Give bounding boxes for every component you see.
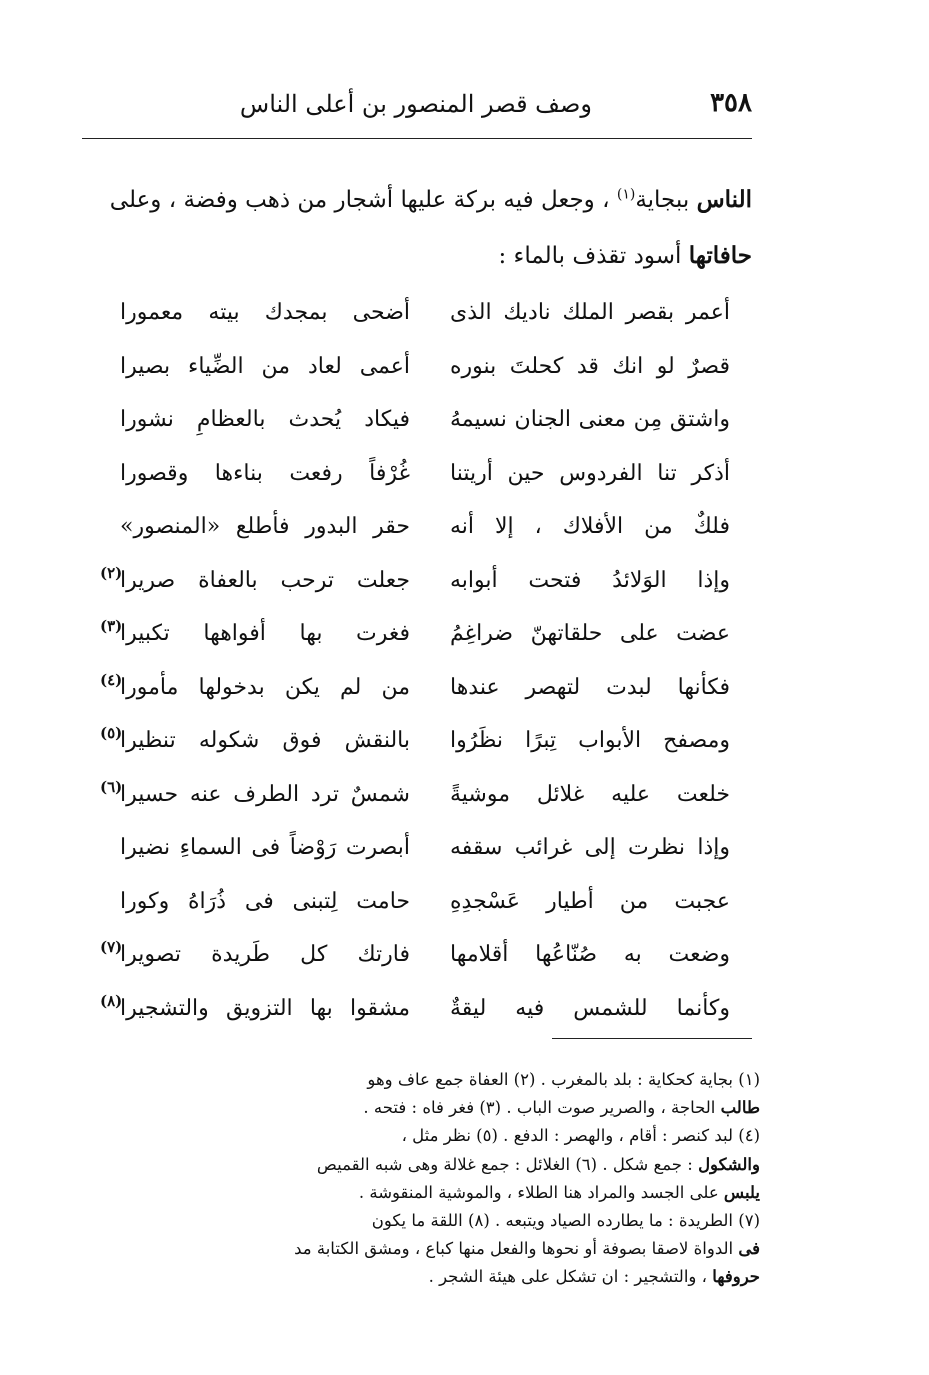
- footnote-marker: (٤): [100, 670, 123, 689]
- verse: [100, 827, 740, 881]
- verse: [100, 506, 740, 560]
- footnote-marker: (٨): [100, 991, 123, 1010]
- verse: [100, 346, 740, 400]
- verse: [100, 881, 740, 935]
- footnote-bold-word: حروفها: [712, 1267, 760, 1287]
- footnote-line: [100, 1207, 760, 1235]
- verse-first-hemistich: وضعت به صُنّاعُها أقلامها: [450, 942, 730, 967]
- intro-text: ببجاية: [635, 187, 697, 213]
- footnote-line: [100, 1094, 760, 1122]
- footnote-marker: (٢): [100, 563, 123, 582]
- verse-first-hemistich: واشتق مِن معنى الجنان نسيمهُ: [450, 407, 730, 432]
- footnote-line: [100, 1122, 760, 1150]
- verse: [100, 934, 740, 988]
- footnote-bold-word: فى: [738, 1239, 760, 1259]
- verse: [100, 667, 740, 721]
- verse: [100, 292, 740, 346]
- footnote-line: [100, 1235, 760, 1263]
- verse: [100, 453, 740, 507]
- footnote-text: الدواة لاصقا بصوفة أو نحوها والفعل منها كباع ، ومشق الكتابة مد: [294, 1239, 739, 1259]
- verse-second-hemistich: بالنقش فوق شكوله تنظيرا: [120, 728, 410, 753]
- footnotes: [100, 1066, 760, 1292]
- poem: [100, 292, 740, 1041]
- footnote-marker: (٥): [100, 724, 123, 742]
- page-number: ٣٥٨: [710, 88, 752, 118]
- verse-second-hemistich: أبصرت رَوْضاً فى السماءِ نضيرا: [120, 835, 410, 860]
- footnote-text: ، والتشجير : ان تشكل على هيئة الشجر .: [428, 1267, 713, 1287]
- verse: [100, 399, 740, 453]
- verse-first-hemistich: فلكٌ من الأفلاك ، إلا أنه: [450, 514, 730, 539]
- verse-first-hemistich: أذكر تنا الفردوس حين أريتنا: [450, 460, 730, 486]
- verse-first-hemistich: وكأنما للشمس فيه ليقةٌ: [450, 995, 730, 1021]
- intro-word: الناس: [696, 186, 752, 213]
- verse-first-hemistich: فكأنها لبدت لتهصر عندها: [450, 674, 730, 700]
- verse-first-hemistich: وإذا الوَلائدُ فتحت أبوابه: [450, 567, 730, 593]
- footnote-separator: [552, 1038, 752, 1039]
- intro-text: أسود تقذف بالماء :: [498, 243, 689, 269]
- verse-second-hemistich: فغرت بها أفواهها تكبيرا: [120, 621, 410, 646]
- footnote-ref: (١): [616, 186, 636, 203]
- footnote-text: على الجسد والمراد هنا الطلاء ، والموشية المنقوشة .: [358, 1182, 724, 1202]
- verse-first-hemistich: وإذا نظرت إلى غرائب سقفه: [450, 835, 730, 860]
- footnote-text: الحاجة ، والصرير صوت الباب . (٣) فغر فاه : فتحه .: [363, 1098, 721, 1118]
- running-head: [80, 88, 752, 128]
- verse-second-hemistich: فيكاد يُحدث بالعظامِ نشورا: [120, 407, 410, 432]
- verse-first-hemistich: عجبت من أطيار عَسْجدِهِ: [450, 888, 730, 914]
- footnote-text: : جمع شكل . (٦) الغلائل : جمع غلالة وهى شبه القميص: [316, 1154, 699, 1174]
- footnote-line: [100, 1151, 760, 1179]
- verse-first-hemistich: ومصفح الأبواب تِبرًا نظَرُوا: [450, 728, 730, 753]
- footnote-marker: (٧): [100, 938, 123, 956]
- verse-first-hemistich: أعمر بقصر الملك ناديك الذى: [450, 300, 730, 325]
- verse-first-hemistich: عضت على حلقاتهنّ ضراغِمُ: [450, 621, 730, 646]
- footnote-line: [100, 1066, 760, 1094]
- verse: [100, 988, 740, 1042]
- footnote-marker: (٦): [100, 777, 123, 796]
- verse-second-hemistich: شمسٌ ترد الطرف عنه حسيرا: [120, 781, 410, 807]
- verse-second-hemistich: فارتك كل طَريدة تصويرا: [120, 942, 410, 967]
- running-title: وصف قصر المنصور بن أعلى الناس: [239, 90, 592, 118]
- footnote-bold-word: يلبس: [723, 1182, 760, 1202]
- verse-second-hemistich: جعلت ترحب بالعفاة صريرا: [120, 567, 410, 593]
- verse: [100, 774, 740, 828]
- verse: [100, 720, 740, 774]
- footnote-text: (٧) الطريدة : ما يطارده الصياد ويتبعه . (٨) اللقة ما يكون: [371, 1211, 760, 1231]
- verse: [100, 613, 740, 667]
- intro-paragraph: [80, 172, 752, 284]
- verse-second-hemistich: من لم يكن بدخولها مأمورا: [120, 674, 410, 700]
- footnote-bold-word: طالب: [720, 1098, 760, 1118]
- footnote-marker: (٣): [100, 617, 123, 635]
- verse-second-hemistich: حامت لِتبنى فى ذُرَاهُ وكورا: [120, 888, 410, 914]
- verse-second-hemistich: حقر البدور فأطلع «المنصور»: [120, 514, 410, 539]
- footnote-bold-word: والشكول: [698, 1154, 760, 1174]
- verse-second-hemistich: مشقوا بها التزويق والتشجيرا: [120, 995, 410, 1021]
- verse-second-hemistich: أضحى بمجدك بيته معمورا: [120, 300, 410, 325]
- footnote-text: (١) بجاية كحكاية : بلد بالمغرب . (٢) العفاة جمع عاف وهو: [367, 1070, 760, 1089]
- verse-first-hemistich: قصرٌ لو انك قد كحلتَ بنوره: [450, 353, 730, 379]
- footnote-text: (٤) لبد كنصر : أقام ، والهصر : الدفع . (٥) نظر مثل ،: [401, 1126, 760, 1146]
- footnote-line: [100, 1263, 760, 1291]
- intro-text: ، وجعل فيه بركة عليها أشجار من ذهب وفضة ، وعلى: [109, 187, 617, 213]
- intro-word: حافاتها: [688, 242, 752, 269]
- verse: [100, 560, 740, 614]
- verse-first-hemistich: خلعت عليه غلائل موشيةً: [450, 781, 730, 807]
- header-rule: [82, 138, 752, 139]
- verse-second-hemistich: غُرْفاً رفعت بناءها وقصورا: [120, 460, 410, 486]
- verse-second-hemistich: أعمى لعاد من الضِّياء بصيرا: [120, 353, 410, 379]
- footnote-line: [100, 1179, 760, 1207]
